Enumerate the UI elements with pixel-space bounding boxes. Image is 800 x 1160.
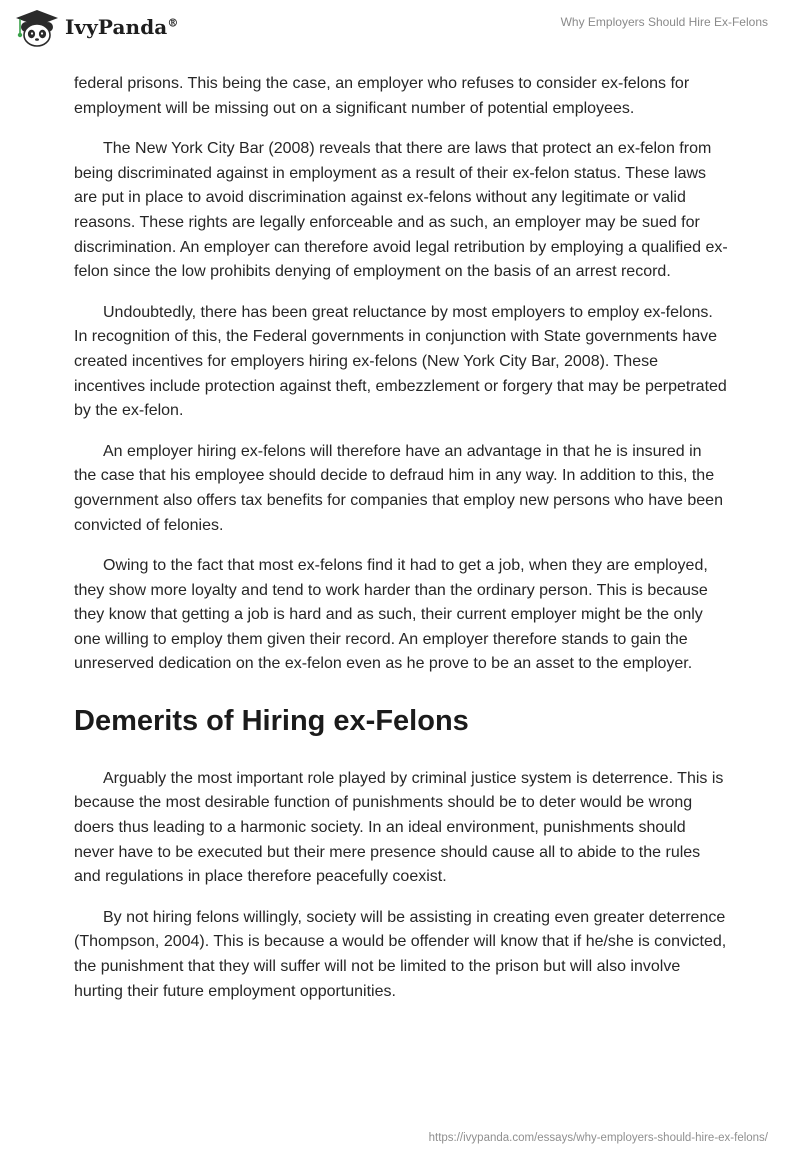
paragraph: Arguably the most important role played by criminal justice system is deterrence. This is because the most desirable function of punishments should be to deter would be wrong doers thus leading to a harmonic society. In an ideal environment, punishments should never have to be executed but their mere presence should cause all to abide to the rules and regulations in place therefore peacefully coexist. xyxy=(74,769,724,886)
panda-graduate-icon xyxy=(14,8,60,48)
paragraph: By not hiring felons willingly, society will be assisting in creating even greater deterrence (Thompson, 2004). This is because a would be offender will know that if he/she is convicted, the punishment that they will suffer will not be limited to the prison but will also involve hurting their future employment opportunities. xyxy=(74,908,727,1000)
paragraph: The New York City Bar (2008) reveals that there are laws that protect an ex-felon from being discriminated against in employment as a result of their ex-felon status. These laws are put in place to avoid discrimination against ex-felons without any legitimate or valid reasons. These rights are legally enforceable and as such, an employer may be sued for discrimination. An employer can therefore avoid legal retribution by employing a qualified ex-felon since the low prohibits denying of employment on the basis of an arrest record. xyxy=(74,140,728,281)
section-heading: Demerits of Hiring ex-Felons xyxy=(74,705,469,738)
essay-body xyxy=(74,72,728,1020)
logo-wordmark: IvyPanda® xyxy=(65,15,179,39)
source-url[interactable]: https://ivypanda.com/essays/why-employers-should-hire-ex-felons/ xyxy=(428,1132,768,1144)
page-header xyxy=(0,0,800,66)
paragraph: An employer hiring ex-felons will therefore have an advantage in that he is insured in the case that his employee should decide to defraud him in any way. In addition to this, the government also offers tax benefits for companies that employ new persons who have been convicted of felonies. xyxy=(74,442,723,534)
paragraph: Owing to the fact that most ex-felons find it had to get a job, when they are employed, they show more loyalty and tend to work harder than the ordinary person. This is because they know that getting a job is hard and as such, their current employer might be the only one willing to employ them given their record. An employer therefore stands to gain the unreserved dedication on the ex-felon even as he prove to be an asset to the employer. xyxy=(74,557,708,673)
paragraph: Undoubtedly, there has been great reluctance by most employers to employ ex-felons. In recognition of this, the Federal governments in conjunction with State governments have created incentives for employers hiring ex-felons (New York City Bar, 2008). These incentives include protection against theft, embezzlement or forgery that may be perpetrated by the ex-felon. xyxy=(74,303,727,420)
document-title: Why Employers Should Hire Ex-Felons xyxy=(560,15,768,29)
ivypanda-logo[interactable] xyxy=(14,8,178,48)
paragraph: federal prisons. This being the case, an employer who refuses to consider ex-felons for employment will be missing out on a significant number of potential employees. xyxy=(74,75,690,117)
